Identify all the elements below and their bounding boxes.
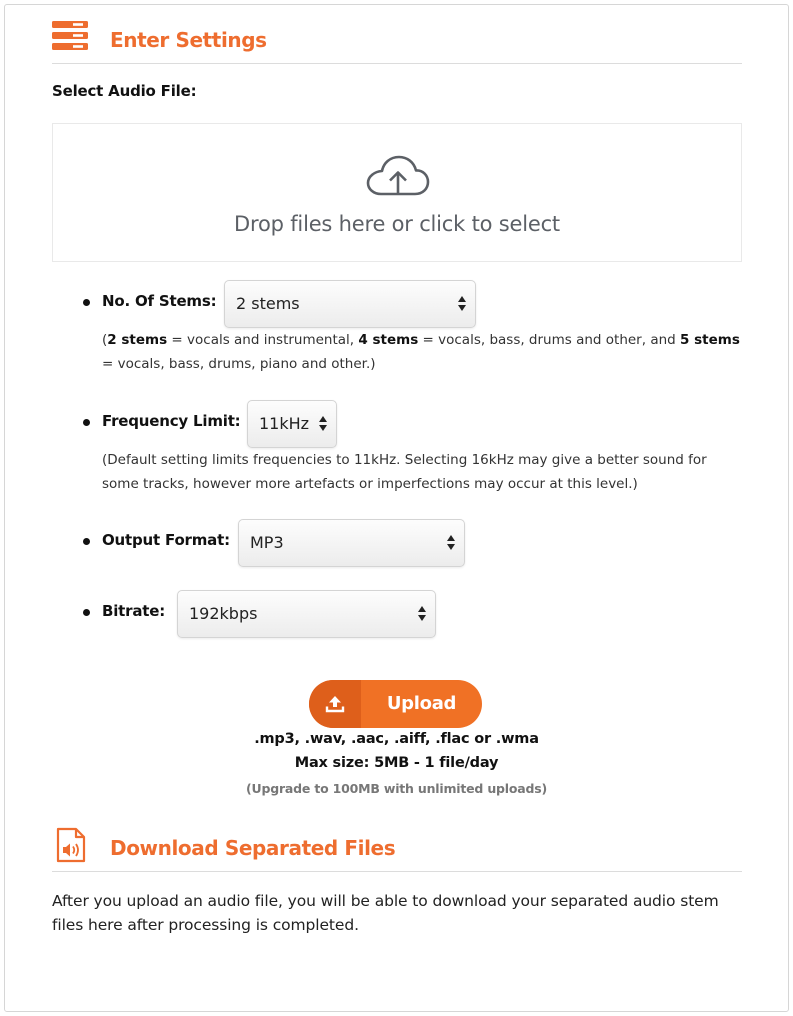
frequency-select-value: 11kHz: [259, 414, 310, 433]
select-arrows-icon: [447, 535, 456, 551]
stems-note: (2 stems = vocals and instrumental, 4 stems = vocals, bass, drums and other, and 5 stems = vocals, bass, drums, piano and other.): [102, 332, 740, 372]
frequency-label: Frequency Limit:: [102, 412, 241, 430]
select-arrows-icon: [458, 296, 467, 312]
frequency-select[interactable]: [247, 400, 337, 448]
download-description: After you upload an audio file, you will be able to download your separated audio stem files here after processing is completed.: [52, 892, 719, 934]
section-title-settings: Enter Settings: [110, 28, 267, 52]
supported-formats: .mp3, .wav, .aac, .aiff, .flac or .wma: [254, 731, 539, 747]
upload-icon: [325, 694, 345, 718]
bitrate-select-value: 192kbps: [189, 604, 258, 623]
section-title-download: Download Separated Files: [110, 836, 396, 860]
bitrate-select[interactable]: [177, 590, 436, 638]
enter-settings-header: [52, 4, 742, 64]
bullet-bitrate: [83, 609, 90, 616]
bullet-format: [83, 538, 90, 545]
dropzone-text: Drop files here or click to select: [234, 212, 560, 236]
frequency-note: (Default setting limits frequencies to 11kHz. Selecting 16kHz may give a better sound for some tracks, however more artefacts or imperfections may occur at this level.): [102, 452, 707, 492]
bullet-frequency: [83, 419, 90, 426]
audio-file-icon: [56, 827, 86, 867]
file-dropzone[interactable]: [52, 123, 742, 262]
cloud-upload-icon: [365, 154, 431, 202]
select-arrows-icon: [319, 416, 328, 432]
settings-list-icon: [52, 21, 88, 55]
stems-select[interactable]: [224, 280, 476, 328]
upgrade-note: (Upgrade to 100MB with unlimited uploads): [245, 781, 547, 796]
select-audio-label: Select Audio File:: [52, 82, 197, 100]
upload-button[interactable]: [309, 680, 482, 728]
bitrate-label: Bitrate:: [102, 602, 166, 620]
format-select-value: MP3: [250, 533, 284, 552]
stems-label: No. Of Stems:: [102, 292, 217, 310]
upload-button-label: Upload: [386, 693, 457, 714]
select-arrows-icon: [418, 606, 427, 622]
format-select[interactable]: [238, 519, 465, 567]
download-header: [52, 812, 742, 872]
max-size-text: Max size: 5MB - 1 file/day: [294, 755, 499, 771]
format-label: Output Format:: [102, 531, 230, 549]
stems-select-value: 2 stems: [236, 294, 300, 313]
bullet-stems: [83, 299, 90, 306]
